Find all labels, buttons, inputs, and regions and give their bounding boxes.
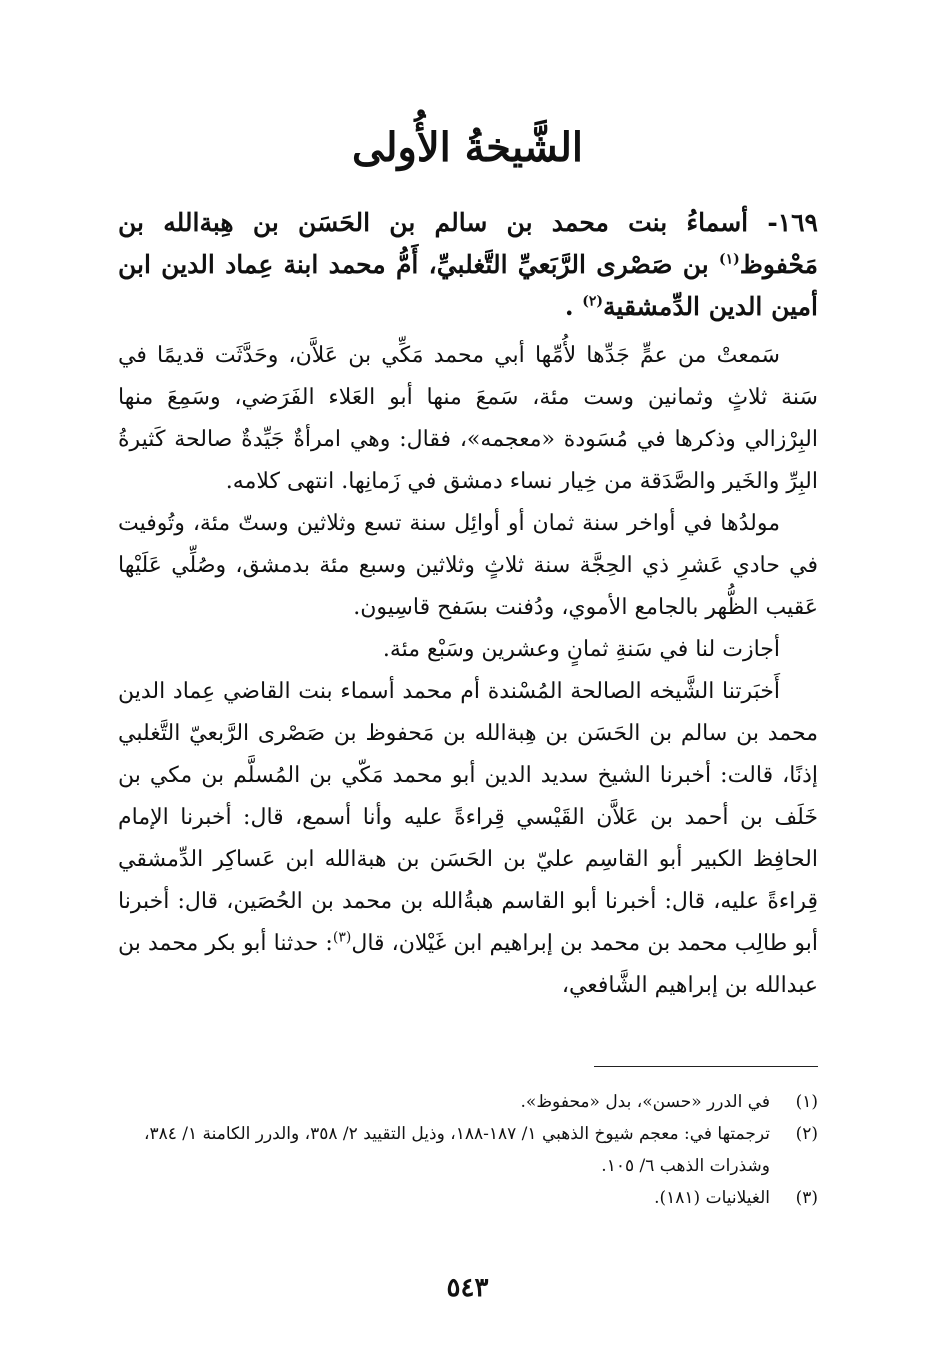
footnote-2 xyxy=(118,1118,818,1182)
paragraph-isnad xyxy=(118,671,818,1007)
entry-heading-part-1: ١٦٩- أسماءُ بنت محمد بن سالم بن الحَسَن بن هِبةالله بن مَحْفوظ xyxy=(118,208,818,279)
footnote-1 xyxy=(118,1086,818,1118)
footnote-text: في الدرر «حسن»، بدل «محفوظ». xyxy=(520,1092,770,1112)
footnote-number: (٢) xyxy=(795,1124,818,1144)
footnote-text: ترجمتها في: معجم شيوخ الذهبي ١/ ١٨٧-١٨٨، وذيل التقييد ٢/ ٣٥٨، والدرر الكامنة ١/ ٣٨٤، وشذرات الذهب ٦/ ١٠٥. xyxy=(143,1124,770,1176)
paragraph-ijaza: أجازت لنا في سَنةِ ثمانٍ وعشرين وسَبْع مئة. xyxy=(382,637,780,662)
footnote-ref-1: (١) xyxy=(719,251,740,268)
paragraph-biography: سَمعتْ من عمٍّ جَدِّها لأُمِّها أبي محمد مَكِّي بن عَلاَّن، وحَدَّثَت قديمًا في سَنة ثلاثٍ وثمانين وست مئة، سَمعَ منها أبو العَلاء الفَرَضي، وسَمِعَ منها البِرْزالي وذكرها في مُسَودة «معجمه»، فقال: وهي امرأةٌ جَيِّدةٌ صالحة كَثيرةُ البِرِّ والخَير والصَّدَقة من خِيار نساء دمشق في زَمانِها. انتهى كلامه. xyxy=(118,343,818,494)
footnote-3 xyxy=(118,1182,818,1214)
paragraph-birth-death: مولدُها في أواخر سنة ثمان أو أوائِل سنة تسع وثلاثين وستّ مئة، وتُوفيت في حادي عَشرِ ذي الحِجَّة سنة ثلاثٍ وثلاثين وسبع مئة بدمشق، وصُلِّي عَلَيْها عَقيب الظُّهر بالجامع الأموي، ودُفنت بسَفح قاسِيون. xyxy=(118,511,818,620)
footnote-divider xyxy=(594,1066,818,1067)
chapter-title: الشَّيخةُ الأُولى xyxy=(351,124,583,171)
entry-heading xyxy=(118,202,818,328)
entry-heading-part-2: بن صَصْرى الرَّبَعيِّ التَّغلبيِّ، أَمُّ محمد ابنة عِماد الدين ابن أمين الدين الدِّمشقية xyxy=(118,250,818,321)
isnad-part-2: : حدثنا أبو بكر محمد بن عبدالله بن إبراهيم الشَّافعي، xyxy=(118,931,818,998)
footnote-text: الغيلانيات (١٨١). xyxy=(654,1188,770,1208)
footnote-ref-2: (٢) xyxy=(582,293,604,310)
body-text xyxy=(118,335,818,1007)
page-number: ٥٤٣ xyxy=(446,1273,489,1303)
footnotes xyxy=(118,1086,818,1214)
footnote-number: (٣) xyxy=(795,1188,818,1208)
footnote-ref-3: (٣) xyxy=(332,929,352,946)
footnote-number: (١) xyxy=(795,1092,818,1112)
entry-heading-part-3: . xyxy=(564,292,583,321)
isnad-part-1: أَخبَرتنا الشَّيخه الصالحة المُسْندة أم محمد أسماء بنت القاضي عِماد الدين محمد بن سالم بن الحَسَن بن هِبةالله بن مَحفوظ بن صَصْرى الرَّبعيّ التَّغلبي إذنًا، قالت: أخبرنا الشيخ سديد الدين أبو محمد مَكّي بن المُسلَّم بن مكي بن خَلَف بن أحمد بن عَلاَّن القَيْسي قِراءةً عليه وأنا أسمع، قال: أخبرنا الإمام الحافِظ الكبير أبو القاسِم عليّ بن الحَسَن بن هبةالله ابن عَساكِر الدِّمشقي قِراءةً عليه، قال: أخبرنا أبو القاسم هبةُالله بن محمد بن الحُصَين، قال: أخبرنا أبو طالِب محمد بن محمد بن إبراهيم ابن غَيْلان، قال xyxy=(118,679,819,956)
